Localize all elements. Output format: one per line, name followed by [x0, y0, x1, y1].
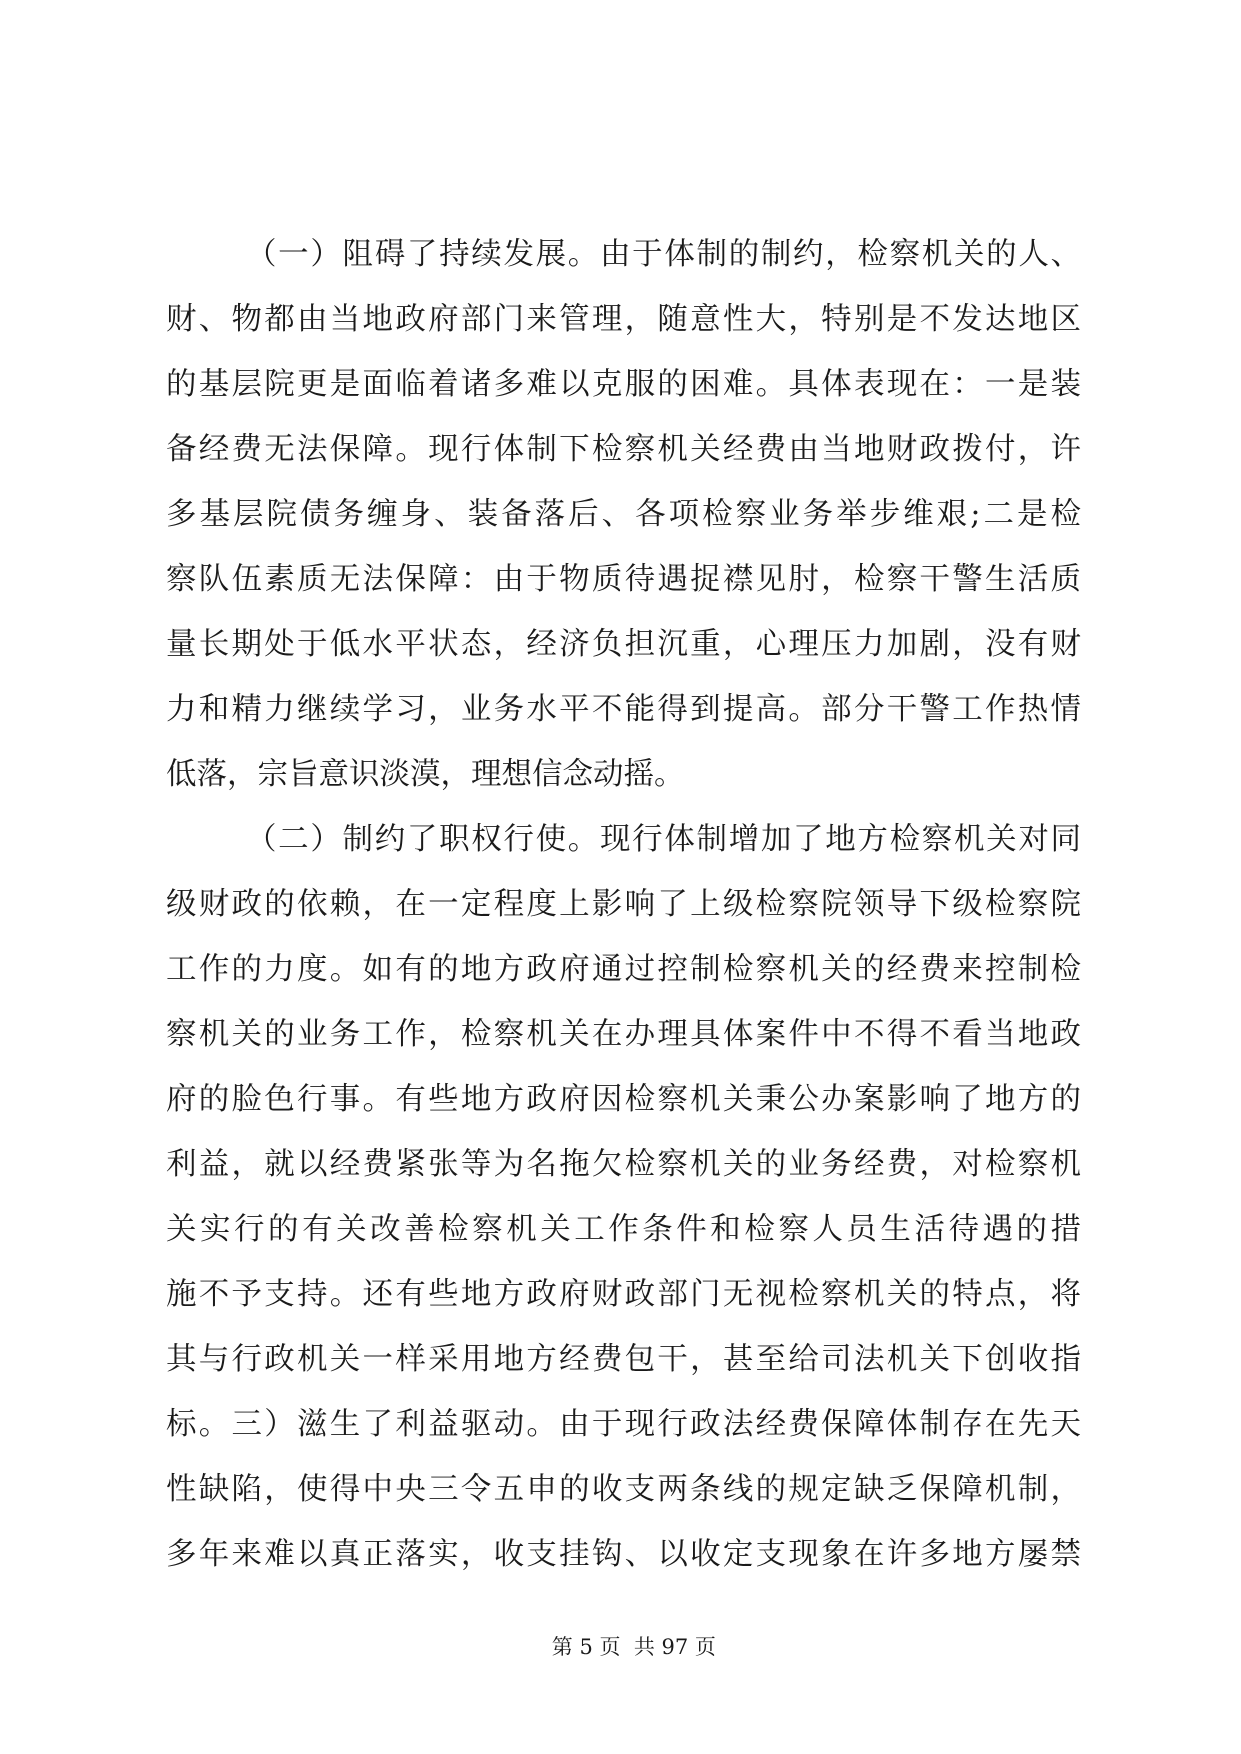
text-line: 标。三）滋生了利益驱动。由于现行政法经费保障体制存在先天: [166, 1407, 1081, 1442]
text-line: 多年来难以真正落实，收支挂钩、以收定支现象在许多地方屡禁: [166, 1537, 1081, 1572]
text-line: 级财政的依赖，在一定程度上影响了上级检察院领导下级检察院: [166, 887, 1081, 922]
text-line: 的基层院更是面临着诸多难以克服的困难。具体表现在：一是装: [166, 367, 1081, 402]
text-line: 其与行政机关一样采用地方经费包干，甚至给司法机关下创收指: [166, 1342, 1081, 1377]
text-line: 备经费无法保障。现行体制下检察机关经费由当地财政拨付，许: [166, 432, 1081, 467]
text-line: 府的脸色行事。有些地方政府因检察机关秉公办案影响了地方的: [166, 1082, 1081, 1117]
text-line: （二）制约了职权行使。现行体制增加了地方检察机关对同: [246, 822, 1081, 857]
text-line: 利益，就以经费紧张等为名拖欠检察机关的业务经费，对检察机: [166, 1147, 1081, 1182]
paragraph-2: [166, 807, 1081, 1587]
page-footer: [0, 1611, 1241, 1683]
text-line: 施不予支持。还有些地方政府财政部门无视检察机关的特点，将: [166, 1277, 1081, 1312]
text-line: 量长期处于低水平状态，经济负担沉重，心理压力加剧，没有财: [166, 627, 1081, 662]
text-line: 工作的力度。如有的地方政府通过控制检察机关的经费来控制检: [166, 952, 1081, 987]
text-line: 察机关的业务工作，检察机关在办理具体案件中不得不看当地政: [166, 1017, 1081, 1052]
text-line: 多基层院债务缠身、装备落后、各项检察业务举步维艰;二是检: [166, 497, 1081, 532]
page-number-label: 第 5 页 共 97 页: [551, 1635, 716, 1659]
text-line: 察队伍素质无法保障：由于物质待遇捉襟见肘，检察干警生活质: [166, 562, 1081, 597]
text-line: 力和精力继续学习，业务水平不能得到提高。部分干警工作热情: [166, 692, 1081, 727]
text-line: 性缺陷，使得中央三令五申的收支两条线的规定缺乏保障机制，: [166, 1472, 1081, 1507]
text-line: 财、物都由当地政府部门来管理，随意性大，特别是不发达地区: [166, 302, 1081, 337]
text-line: （一）阻碍了持续发展。由于体制的制约，检察机关的人、: [246, 237, 1081, 272]
text-line: 低落，宗旨意识淡漠，理想信念动摇。: [166, 757, 685, 792]
text-line: 关实行的有关改善检察机关工作条件和检察人员生活待遇的措: [166, 1212, 1081, 1247]
paragraph-1: [166, 222, 1081, 807]
body-text: [166, 222, 1081, 1587]
